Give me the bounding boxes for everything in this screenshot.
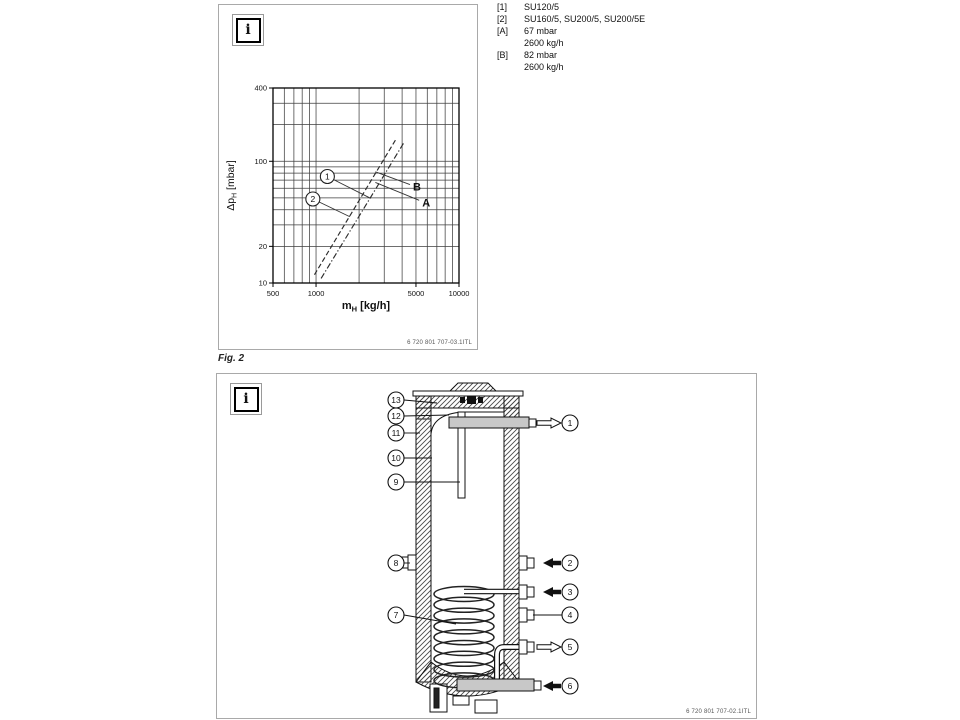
- flow-out-arrow: [537, 642, 561, 652]
- svg-text:9: 9: [393, 477, 399, 487]
- svg-text:10: 10: [258, 278, 267, 288]
- lid-fittings: [460, 396, 483, 404]
- chart-callout-2: [306, 192, 350, 217]
- flow-in-arrow: [543, 558, 561, 568]
- svg-text:4: 4: [567, 610, 573, 620]
- svg-text:500: 500: [266, 289, 280, 298]
- svg-text:2: 2: [310, 193, 316, 204]
- legend-key: [1]: [497, 2, 508, 12]
- legend-row: [497, 13, 645, 25]
- chart-callout-B: [375, 172, 421, 194]
- chart-grid: [273, 88, 459, 283]
- svg-text:1000: 1000: [307, 289, 325, 298]
- svg-text:7: 7: [393, 610, 399, 620]
- chart-callout-A: [375, 182, 430, 209]
- svg-text:A: A: [422, 197, 431, 210]
- svg-text:ΔpH [mbar]: $\Delta p_H$ [mbar]: [225, 160, 239, 211]
- svg-text:10: 10: [391, 453, 401, 463]
- legend-row: [497, 49, 645, 61]
- legend-row: [497, 25, 645, 37]
- svg-text:13: 13: [391, 395, 401, 405]
- svg-text:6: 6: [567, 681, 573, 691]
- figure2-caption: Fig. 2: [218, 353, 245, 364]
- svg-text:400: 400: [254, 83, 267, 93]
- svg-text:1: 1: [324, 171, 330, 182]
- info-icon-glyph: i: [234, 387, 259, 412]
- legend-text: 2600 kg/h: [524, 38, 564, 48]
- doc-code-fig3: 6 720 801 707-02.1ITL: [686, 709, 751, 715]
- tank-cutaway-diagram: [217, 374, 756, 718]
- legend-key: [B]: [497, 50, 509, 60]
- legend-text: SU160/5, SU200/5, SU200/5E: [524, 14, 646, 24]
- svg-text:11: 11: [391, 428, 401, 438]
- flow-out-arrow: [537, 418, 561, 428]
- svg-text:5000: 5000: [407, 289, 425, 298]
- figure2-panel: [218, 4, 478, 350]
- svg-text:100: 100: [254, 156, 267, 166]
- callout-6: [543, 678, 578, 694]
- legend-key: [497, 61, 524, 73]
- svg-text:1: 1: [567, 418, 573, 428]
- flow-in-arrow: [543, 681, 561, 691]
- legend-row: [497, 61, 645, 73]
- svg-text:10000: 10000: [448, 289, 470, 298]
- legend-text: SU120/5: [524, 2, 560, 12]
- svg-text:5: 5: [567, 642, 573, 652]
- svg-text:8: 8: [393, 558, 399, 568]
- flow-in-arrow: [543, 587, 561, 597]
- callout-11: [388, 425, 420, 441]
- legend-row: [497, 37, 645, 49]
- svg-text:B: B: [412, 181, 421, 194]
- svg-text:12: 12: [391, 411, 401, 421]
- legend-text: 67 mbar: [524, 26, 558, 36]
- callout-3: [543, 584, 578, 600]
- legend-key: [A]: [497, 26, 509, 36]
- svg-text:3: 3: [567, 587, 573, 597]
- callout-5: [537, 639, 578, 655]
- legend-key: [497, 37, 524, 49]
- svg-text:20: 20: [258, 241, 267, 251]
- pressure-drop-chart: [219, 5, 477, 349]
- callout-4: [533, 607, 578, 623]
- legend-text: 82 mbar: [524, 50, 558, 60]
- figure3-panel: [216, 373, 757, 719]
- chart-frame: [273, 88, 459, 283]
- doc-code-fig2: 6 720 801 707-03.1ITL: [407, 340, 472, 346]
- svg-text:mH [kg/h]: $m_H$ [kg/h]: [341, 300, 391, 314]
- info-icon-glyph: i: [236, 18, 261, 43]
- svg-text:2: 2: [567, 558, 573, 568]
- legend: [497, 1, 645, 73]
- callout-2: [543, 555, 578, 571]
- callout-1: [537, 415, 578, 431]
- legend-text: 2600 kg/h: [524, 62, 564, 72]
- legend-key: [2]: [497, 14, 508, 24]
- legend-row: [497, 1, 645, 13]
- chart-callout-1: [320, 169, 370, 197]
